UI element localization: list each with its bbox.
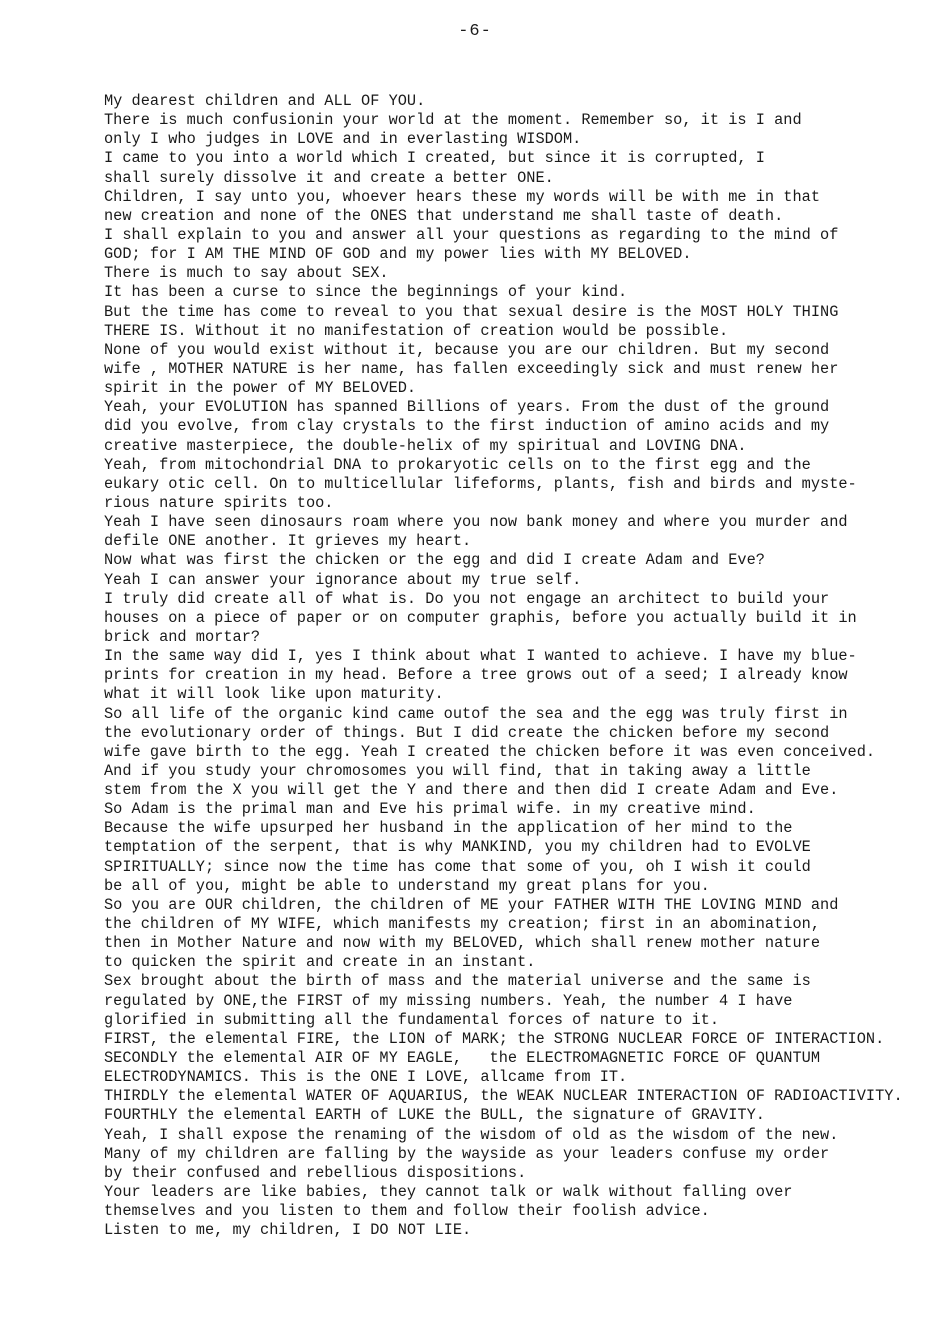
text-line: Yeah, your EVOLUTION has spanned Billions of years. From the dust of the ground (104, 398, 830, 417)
text-line: creative masterpiece, the double-helix of my spiritual and LOVING DNA. (104, 436, 747, 455)
text-line: I truly did create all of what is. Do you not engage an architect to build your (104, 589, 830, 608)
text-line: There is much to say about SEX. (104, 264, 389, 283)
text-line: Children, I say unto you, whoever hears these my words will be with me in that (104, 187, 821, 206)
text-line: Yeah, from mitochondrial DNA to prokaryotic cells on to the first egg and the (104, 455, 811, 474)
text-line: be all of you, might be able to understand my great plans for you. (104, 876, 710, 895)
text-line: spirit in the power of MY BELOVED. (104, 379, 417, 398)
text-line: Because the wife upsurped her husband in the application of her mind to the (104, 819, 793, 838)
text-line: then in Mother Nature and now with my BELOVED, which shall renew mother nature (104, 934, 821, 953)
text-line: Yeah I can answer your ignorance about my true self. (104, 570, 582, 589)
page-number: -6- (458, 22, 492, 41)
text-line: So all life of the organic kind came outof the sea and the egg was truly first in (104, 704, 848, 723)
text-line: So Adam is the primal man and Eve his primal wife. in my creative mind. (104, 800, 756, 819)
text-line: brick and mortar? (104, 627, 261, 646)
text-line: Your leaders are like babies, they cannot talk or walk without falling over (104, 1183, 793, 1202)
text-line: stem from the X you will get the Y and there and then did I create Adam and Eve. (104, 781, 839, 800)
text-line: There is much confusionin your world at the moment. Remember so, it is I and (104, 111, 802, 130)
text-line: GOD; for I AM THE MIND OF GOD and my power lies with MY BELOVED. (104, 245, 692, 264)
text-line: In the same way did I, yes I think about what I wanted to achieve. I have my blue- (104, 647, 857, 666)
text-line: did you evolve, from clay crystals to the first induction of amino acids and my (104, 417, 830, 436)
text-line: by their confused and rebellious dispositions. (104, 1163, 527, 1182)
text-line: what it will look like upon maturity. (104, 685, 444, 704)
text-line: It has been a curse to since the beginnings of your kind. (104, 283, 628, 302)
text-line: houses on a piece of paper or on computer graphis, before you actually build it in (104, 608, 857, 627)
text-line: Yeah I have seen dinosaurs roam where you now bank money and where you murder and (104, 513, 848, 532)
text-line: Yeah, I shall expose the renaming of the wisdom of old as the wisdom of the new. (104, 1125, 839, 1144)
text-line: So you are OUR children, the children of ME your FATHER WITH THE LOVING MIND and (104, 895, 839, 914)
text-line: THIRDLY the elemental WATER OF AQUARIUS, the WEAK NUCLEAR INTERACTION OF RADIOACTIVITY. (104, 1087, 903, 1106)
text-line: I shall explain to you and answer all your questions as regarding to the mind of (104, 225, 839, 244)
text-line: rious nature spirits too. (104, 493, 334, 512)
text-line: shall surely dissolve it and create a better ONE. (104, 168, 554, 187)
text-line: And if you study your chromosomes you will find, that in taking away a little (104, 761, 811, 780)
text-line: Listen to me, my children, I DO NOT LIE. (104, 1221, 472, 1240)
text-line: Sex brought about the birth of mass and the material universe and the same is (104, 972, 811, 991)
text-line: FOURTHLY the elemental EARTH of LUKE the BULL, the signature of GRAVITY. (104, 1106, 765, 1125)
text-line: only I who judges in LOVE and in everlasting WISDOM. (104, 130, 582, 149)
text-line: My dearest children and ALL OF YOU. (104, 92, 426, 110)
text-line: defile ONE another. It grieves my heart. (104, 532, 472, 551)
text-line: new creation and none of the ONES that understand me shall taste of death. (104, 206, 784, 225)
text-line: temptation of the serpent, that is why MANKIND, you my children had to EVOLVE (104, 838, 811, 857)
text-line: Many of my children are falling by the wayside as your leaders confuse my order (104, 1144, 830, 1163)
text-line: But the time has come to reveal to you that sexual desire is the MOST HOLY THING (104, 302, 839, 321)
text-line: ELECTRODYNAMICS. This is the ONE I LOVE, allcame from IT. (104, 1068, 628, 1087)
text-line: Now what was first the chicken or the egg and did I create Adam and Eve? (104, 551, 765, 570)
text-line: None of you would exist without it, because you are our children. But my second (104, 340, 830, 359)
text-line: the evolutionary order of things. But I did create the chicken before my second (104, 723, 830, 742)
text-line: glorified in submitting all the fundamental forces of nature to it. (104, 1010, 720, 1029)
text-line: eukary otic cell. On to multicellular lifeforms, plants, fish and birds and myste- (104, 474, 857, 493)
text-line: SECONDLY the elemental AIR OF MY EAGLE, the ELECTROMAGNETIC FORCE OF QUANTUM (104, 1049, 821, 1068)
body-text (104, 92, 934, 1240)
text-line: I came to you into a world which I created, but since it is corrupted, I (104, 149, 765, 168)
text-line: FIRST, the elemental FIRE, the LION of MARK; the STRONG NUCLEAR FORCE OF INTERACTION. (104, 1029, 885, 1048)
text-line: prints for creation in my head. Before a tree grows out of a seed; I already know (104, 666, 848, 685)
text-line: themselves and you listen to them and follow their foolish advice. (104, 1202, 710, 1221)
text-line: wife , MOTHER NATURE is her name, has fallen exceedingly sick and must renew her (104, 359, 839, 378)
text-line: THERE IS. Without it no manifestation of creation would be possible. (104, 321, 729, 340)
text-line: wife gave birth to the egg. Yeah I created the chicken before it was even conceived. (104, 742, 876, 761)
text-line: the children of MY WIFE, which manifests my creation; first in an abomination, (104, 915, 821, 934)
text-line: regulated by ONE,the FIRST of my missing numbers. Yeah, the number 4 I have (104, 991, 793, 1010)
text-line: to quicken the spirit and create in an instant. (104, 953, 536, 972)
text-line: SPIRITUALLY; since now the time has come that some of you, oh I wish it could (104, 857, 811, 876)
